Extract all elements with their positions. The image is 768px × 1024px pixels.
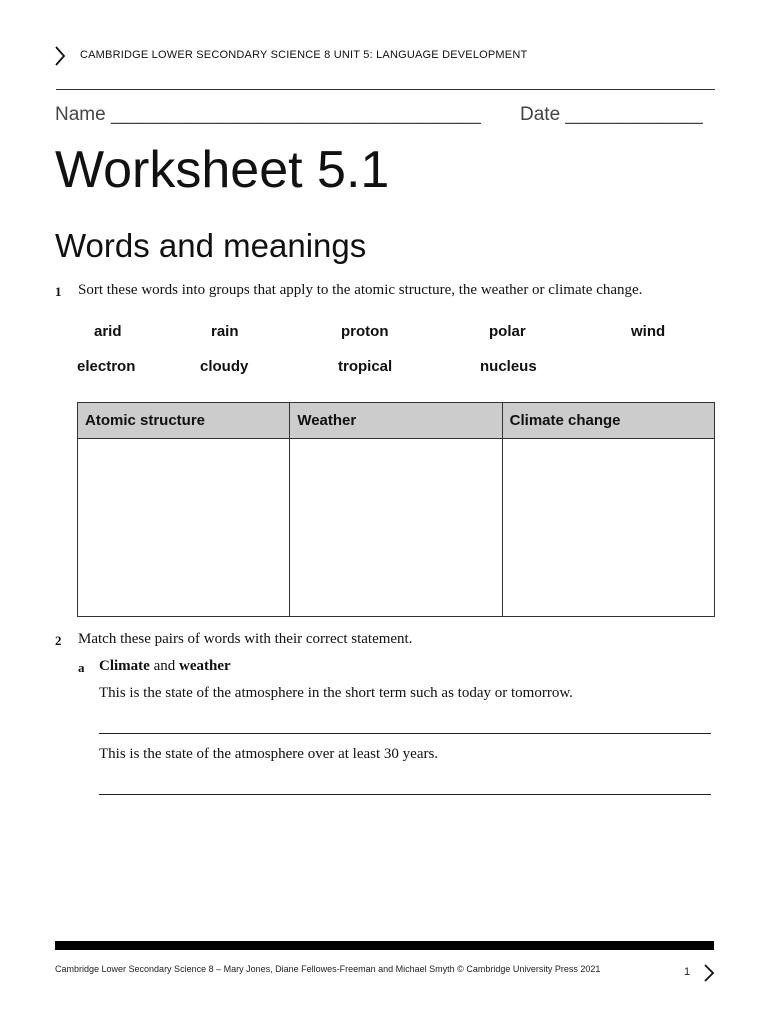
page-number: 1 <box>684 966 691 978</box>
question-2-text: Match these pairs of words with their correct statement. <box>78 631 413 647</box>
word-item: rain <box>211 323 239 340</box>
date-label: Date <box>520 104 561 125</box>
part-a-word-2: weather <box>179 658 231 674</box>
statement-1: This is the state of the atmosphere in the short term such as today or tomorrow. <box>99 685 573 701</box>
word-item: cloudy <box>200 358 249 375</box>
chevron-right-icon <box>52 44 68 68</box>
part-a-letter: a <box>78 660 85 675</box>
sorting-table <box>77 402 715 617</box>
date-field[interactable] <box>520 104 703 126</box>
name-blank[interactable]: ___________________________________ <box>110 104 481 125</box>
chevron-right-icon[interactable] <box>702 962 716 984</box>
word-item: polar <box>489 323 526 340</box>
part-a-and: and <box>153 658 176 674</box>
statement-2: This is the state of the atmosphere over at least 30 years. <box>99 746 439 762</box>
date-blank[interactable]: _____________ <box>565 104 703 125</box>
word-item: wind <box>631 323 666 340</box>
answer-cell-climate-change[interactable] <box>502 439 714 617</box>
answer-line-2[interactable] <box>99 794 711 795</box>
running-header: CAMBRIDGE LOWER SECONDARY SCIENCE 8 UNIT 5: LANGUAGE DEVELOPMENT <box>80 49 528 61</box>
name-field[interactable] <box>55 104 481 126</box>
word-item: arid <box>94 323 122 340</box>
worksheet-subtitle: Words and meanings <box>55 227 367 264</box>
word-item: electron <box>77 358 136 375</box>
worksheet-title: Worksheet 5.1 <box>55 141 390 199</box>
answer-cell-weather[interactable] <box>290 439 502 617</box>
part-a-heading <box>99 658 231 675</box>
column-header-weather: Weather <box>290 403 502 439</box>
answer-line-1[interactable] <box>99 733 711 734</box>
footer-bar <box>55 941 714 950</box>
name-label: Name <box>55 104 106 125</box>
header-divider <box>56 89 715 90</box>
part-a-word-1: Climate <box>99 658 150 674</box>
question-1-text: Sort these words into groups that apply to the atomic structure, the weather or climate change. <box>78 282 643 298</box>
question-2-number: 2 <box>55 633 62 648</box>
column-header-atomic-structure: Atomic structure <box>78 403 290 439</box>
question-1-number: 1 <box>55 284 62 299</box>
word-item: proton <box>341 323 389 340</box>
word-item: nucleus <box>480 358 537 375</box>
word-item: tropical <box>338 358 393 375</box>
footer-credit: Cambridge Lower Secondary Science 8 – Mary Jones, Diane Fellowes-Freeman and Michael Smyth © Cambridge University Press 2021 <box>55 964 601 974</box>
column-header-climate-change: Climate change <box>502 403 714 439</box>
answer-cell-atomic-structure[interactable] <box>78 439 290 617</box>
